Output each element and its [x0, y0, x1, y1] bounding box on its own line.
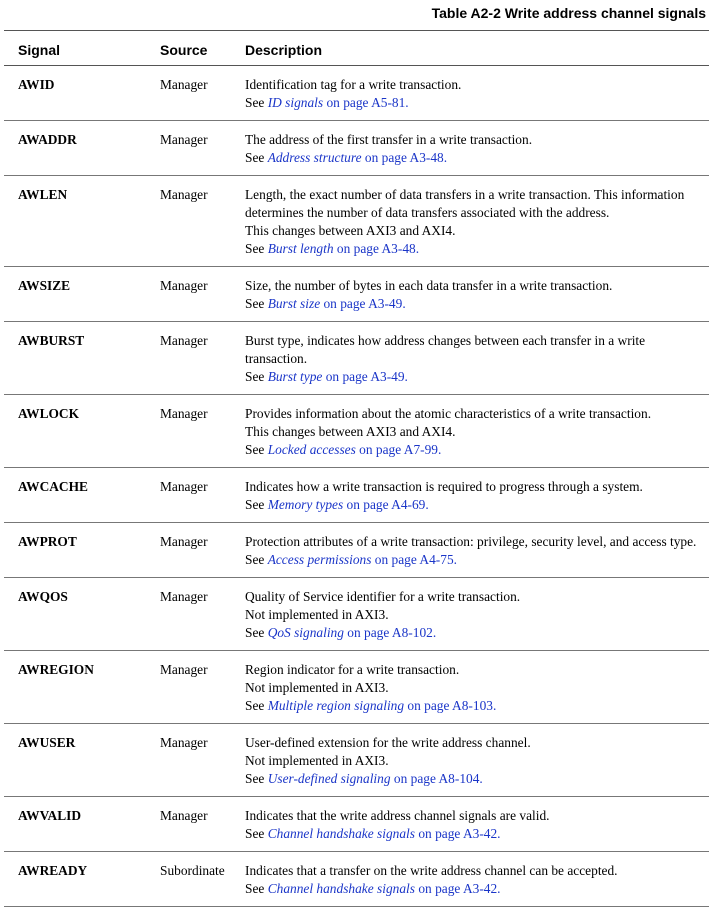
see-reference: [245, 240, 703, 258]
cross-reference-page[interactable]: on page A8-102.: [343, 625, 437, 640]
table-header: [4, 31, 709, 66]
see-prefix: See: [245, 881, 268, 896]
cross-reference-link[interactable]: [268, 95, 409, 110]
see-reference: [245, 624, 703, 642]
cross-reference-page[interactable]: on page A3-48.: [333, 241, 420, 256]
see-reference: [245, 825, 703, 843]
signal-name: AWREGION: [4, 651, 158, 724]
description-line: Quality of Service identifier for a write transaction.: [245, 589, 521, 604]
see-prefix: See: [245, 241, 268, 256]
signal-source: Manager: [158, 121, 243, 176]
signal-source: Manager: [158, 468, 243, 523]
description-line: User-defined extension for the write address channel.: [245, 735, 531, 750]
description-line: Size, the number of bytes in each data transfer in a write transaction.: [245, 278, 613, 293]
table-body: [4, 66, 709, 907]
signal-description: [243, 66, 709, 121]
signal-name: AWBURST: [4, 322, 158, 395]
table-row: [4, 468, 709, 523]
signal-source: Manager: [158, 578, 243, 651]
cross-reference-title[interactable]: Burst type: [267, 369, 323, 384]
table-row: [4, 724, 709, 797]
see-reference: [245, 441, 703, 459]
description-line: Region indicator for a write transaction.: [245, 662, 460, 677]
cross-reference-title[interactable]: Channel handshake signals: [267, 826, 415, 841]
cross-reference-title[interactable]: Channel handshake signals: [267, 881, 415, 896]
description-line: Not implemented in AXI3.: [245, 680, 389, 695]
table-caption: Table A2-2 Write address channel signals: [431, 5, 706, 21]
cross-reference-title[interactable]: Memory types: [267, 497, 344, 512]
signal-name: AWLEN: [4, 176, 158, 267]
cross-reference-link[interactable]: [268, 369, 408, 384]
cross-reference-page[interactable]: on page A4-69.: [343, 497, 429, 512]
see-prefix: See: [245, 552, 268, 567]
see-reference: [245, 149, 703, 167]
signal-source: Manager: [158, 267, 243, 322]
signal-description: [243, 651, 709, 724]
see-prefix: See: [245, 826, 268, 841]
signal-name: AWADDR: [4, 121, 158, 176]
description-line: This changes between AXI3 and AXI4.: [245, 424, 456, 439]
see-prefix: See: [245, 296, 268, 311]
signal-name: AWUSER: [4, 724, 158, 797]
description-line: Provides information about the atomic characteristics of a write transaction.: [245, 406, 652, 421]
cross-reference-title[interactable]: Locked accesses: [267, 442, 356, 457]
table-row: [4, 121, 709, 176]
see-prefix: See: [245, 771, 268, 786]
signal-description: [243, 578, 709, 651]
signal-name: AWSIZE: [4, 267, 158, 322]
cross-reference-title[interactable]: Access permissions: [267, 552, 372, 567]
table-row: [4, 651, 709, 724]
signal-name: AWVALID: [4, 797, 158, 852]
cross-reference-title[interactable]: Multiple region signaling: [267, 698, 405, 713]
signal-description: [243, 797, 709, 852]
cross-reference-page[interactable]: on page A8-103.: [404, 698, 497, 713]
signal-source: Manager: [158, 523, 243, 578]
see-reference: [245, 880, 703, 898]
signal-name: AWLOCK: [4, 395, 158, 468]
see-prefix: See: [245, 369, 268, 384]
signal-description: [243, 267, 709, 322]
signal-description: [243, 176, 709, 267]
signal-name: AWREADY: [4, 852, 158, 907]
signal-source: Subordinate: [158, 852, 243, 907]
signal-name: AWPROT: [4, 523, 158, 578]
cross-reference-link[interactable]: [268, 826, 501, 841]
signal-source: Manager: [158, 797, 243, 852]
cross-reference-title[interactable]: Burst length: [267, 241, 334, 256]
description-line: This changes between AXI3 and AXI4.: [245, 223, 456, 238]
see-reference: [245, 368, 703, 386]
signals-table: [4, 30, 709, 907]
cross-reference-title[interactable]: QoS signaling: [267, 625, 344, 640]
table-row: [4, 395, 709, 468]
description-line: Indicates that the write address channel signals are valid.: [245, 808, 550, 823]
see-prefix: See: [245, 698, 268, 713]
cross-reference-title[interactable]: ID signals: [267, 95, 324, 110]
see-prefix: See: [245, 497, 268, 512]
signal-name: AWID: [4, 66, 158, 121]
description-line: Not implemented in AXI3.: [245, 753, 389, 768]
see-prefix: See: [245, 625, 268, 640]
column-header-description: Description: [243, 31, 709, 66]
signal-name: AWCACHE: [4, 468, 158, 523]
signal-source: Manager: [158, 395, 243, 468]
signal-description: [243, 724, 709, 797]
description-line: Indicates how a write transaction is required to progress through a system.: [245, 479, 643, 494]
cross-reference-page[interactable]: on page A7-99.: [355, 442, 442, 457]
see-reference: [245, 94, 703, 112]
see-prefix: See: [245, 442, 268, 457]
signal-source: Manager: [158, 322, 243, 395]
cross-reference-page[interactable]: on page A3-49.: [322, 369, 408, 384]
signal-description: [243, 852, 709, 907]
description-line: Protection attributes of a write transaction: privilege, security level, and access type.: [245, 534, 697, 549]
see-reference: [245, 295, 703, 313]
cross-reference-link[interactable]: [268, 497, 429, 512]
description-line: Identification tag for a write transaction.: [245, 77, 462, 92]
cross-reference-page[interactable]: on page A3-42.: [414, 881, 501, 896]
column-header-source: Source: [158, 31, 243, 66]
table-row: [4, 267, 709, 322]
cross-reference-page[interactable]: on page A3-49.: [320, 296, 406, 311]
table-row: [4, 797, 709, 852]
signal-description: [243, 468, 709, 523]
header-row: [4, 31, 709, 66]
cross-reference-page[interactable]: on page A5-81.: [323, 95, 409, 110]
table-row: [4, 578, 709, 651]
description-line: The address of the first transfer in a write transaction.: [245, 132, 533, 147]
see-reference: [245, 551, 703, 569]
cross-reference-link[interactable]: [268, 881, 501, 896]
table-row: [4, 523, 709, 578]
cross-reference-link[interactable]: [268, 150, 447, 165]
cross-reference-link[interactable]: [268, 625, 437, 640]
see-prefix: See: [245, 150, 268, 165]
description-line: Not implemented in AXI3.: [245, 607, 389, 622]
cross-reference-page[interactable]: on page A8-104.: [390, 771, 483, 786]
signal-description: [243, 121, 709, 176]
signal-name: AWQOS: [4, 578, 158, 651]
signal-source: Manager: [158, 651, 243, 724]
cross-reference-link[interactable]: [268, 771, 483, 786]
description-line: Length, the exact number of data transfers in a write transaction. This information determines the number of data transfers associated with the address.: [245, 187, 685, 220]
signal-source: Manager: [158, 724, 243, 797]
cross-reference-page[interactable]: on page A3-42.: [414, 826, 501, 841]
cross-reference-title[interactable]: Address structure: [267, 150, 362, 165]
signal-description: [243, 322, 709, 395]
cross-reference-page[interactable]: on page A4-75.: [371, 552, 457, 567]
see-prefix: See: [245, 95, 268, 110]
cross-reference-link[interactable]: [268, 442, 442, 457]
cross-reference-link[interactable]: [268, 296, 406, 311]
signal-description: [243, 395, 709, 468]
cross-reference-page[interactable]: on page A3-48.: [361, 150, 448, 165]
description-line: Burst type, indicates how address changes between each transfer in a write transaction.: [245, 333, 646, 366]
cross-reference-link[interactable]: [268, 241, 419, 256]
cross-reference-title[interactable]: Burst size: [267, 296, 321, 311]
table-row: [4, 852, 709, 907]
cross-reference-title[interactable]: User-defined signaling: [267, 771, 391, 786]
signal-description: [243, 523, 709, 578]
see-reference: [245, 697, 703, 715]
see-reference: [245, 496, 703, 514]
cross-reference-link[interactable]: [268, 552, 457, 567]
table-row: [4, 66, 709, 121]
description-line: Indicates that a transfer on the write address channel can be accepted.: [245, 863, 618, 878]
signal-source: Manager: [158, 66, 243, 121]
see-reference: [245, 770, 703, 788]
table-row: [4, 176, 709, 267]
cross-reference-link[interactable]: [268, 698, 497, 713]
table-row: [4, 322, 709, 395]
column-header-signal: Signal: [4, 31, 158, 66]
signal-source: Manager: [158, 176, 243, 267]
